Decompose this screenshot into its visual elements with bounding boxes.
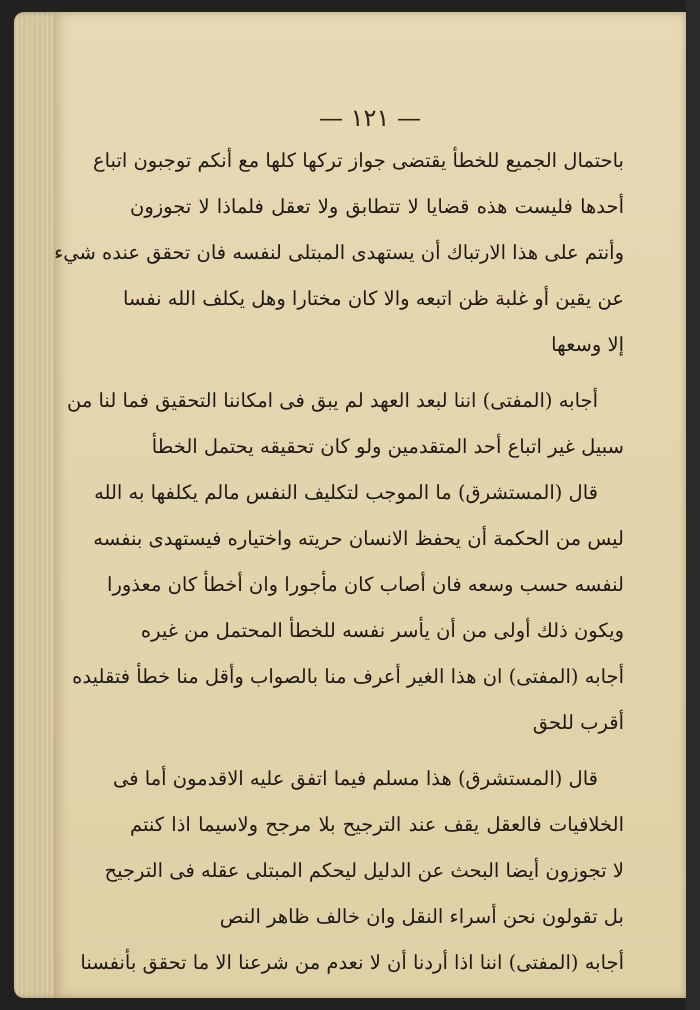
text-line: لا تجوزون أيضا البحث عن الدليل ليحكم المبتلى عقله فى الترجيح [104, 859, 624, 882]
text-line: باحتمال الجميع للخطأ يقتضى جواز تركها كلها مع أنكم توجبون اتباع [92, 149, 624, 172]
text-line: أقرب للحق [532, 711, 624, 734]
text-line: ويكون ذلك أولى من أن يأسر نفسه للخطأ المحتمل من غيره [140, 619, 624, 642]
text-line: قال (المستشرق) ما الموجب لتكليف النفس مالم يكلفها به الله [94, 481, 598, 504]
text-line: أجابه (المفتى) ان هذا الغير أعرف منا بالصواب وأقل منا خطأ فتقليده [72, 665, 624, 688]
text-line: إلا وسعها [551, 333, 624, 356]
text-line: عن يقين أو غلبة ظن اتبعه والا كان مختارا وهل يكلف الله نفسا [122, 287, 624, 310]
page-number: — ١٢١ — [319, 104, 421, 132]
text-line: أجابه (المفتى) اننا اذا أردنا أن لا نعدم من شرعنا الا ما تحقق بأنفسنا [80, 951, 624, 974]
background-strip [686, 0, 700, 1010]
text-line: بل تقولون نحن أسراء النقل وان خالف ظاهر النص [219, 905, 624, 928]
text-line: ليس من الحكمة أن يحفظ الانسان حريته واختياره فيستهدى بنفسه [93, 527, 624, 550]
text-line: أحدها فليست هذه قضايا لا تتطابق ولا تعقل فلماذا لا تجوزون [130, 195, 624, 218]
page-text [54, 138, 624, 986]
text-line: وأنتم على هذا الارتباك أن يستهدى المبتلى لنفسه فان تحقق عنده شيء [54, 241, 624, 264]
text-line: لنفسه حسب وسعه فان أصاب كان مأجورا وان أخطأ كان معذورا [107, 573, 624, 596]
text-line: الخلافيات فالعقل يقف عند الترجيح بلا مرجح ولاسيما اذا كنتم [130, 813, 624, 836]
text-line: أجابه (المفتى) اننا لبعد العهد لم يبق فى امكاننا التحقيق فما لنا من [67, 389, 598, 412]
text-line: سبيل غير اتباع أحد المتقدمين ولو كان تحقيقه يحتمل الخطأ [151, 435, 624, 458]
text-line: قال (المستشرق) هذا مسلم فيما اتفق عليه الاقدمون أما فى [113, 767, 598, 790]
